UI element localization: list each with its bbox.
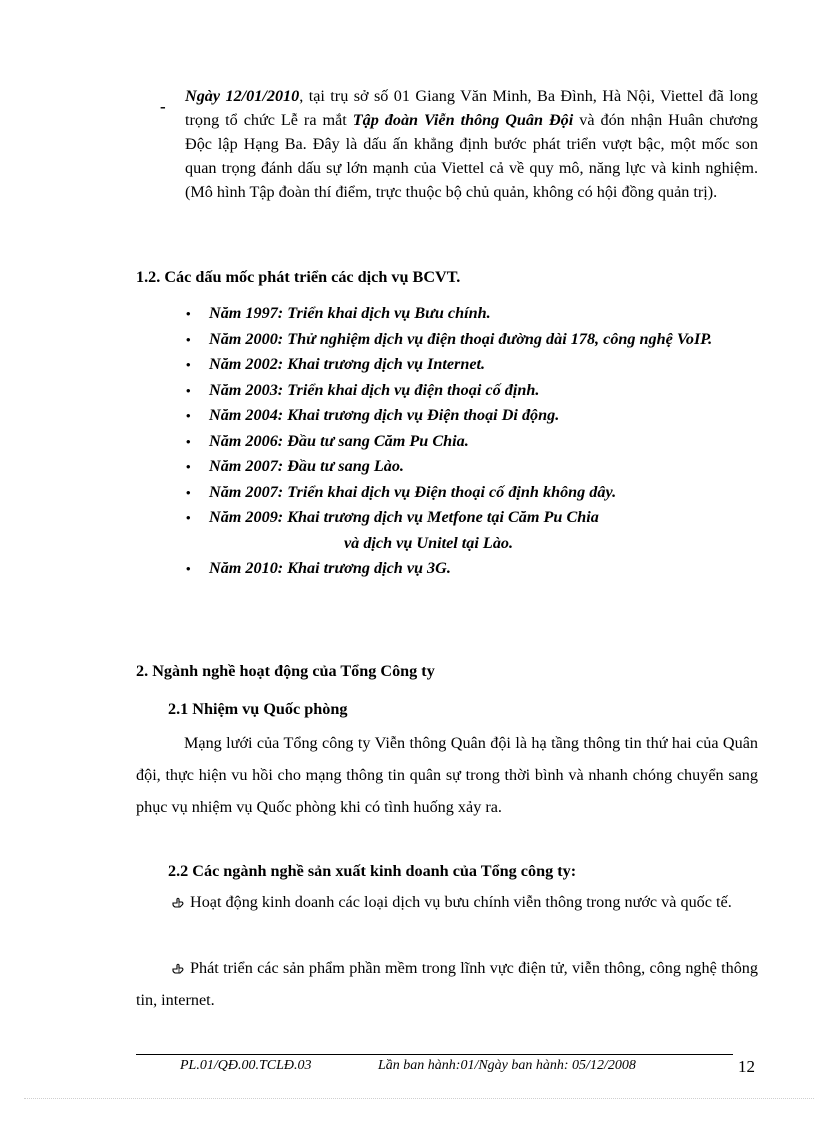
intro-date: Ngày 12/01/2010 xyxy=(185,87,300,105)
bullet-icon: • xyxy=(186,459,191,474)
list-item: • Năm 2003: Triển khai dịch vụ điện thoại cố định. xyxy=(186,378,758,404)
bullet-icon: • xyxy=(186,561,191,576)
list-item: • Năm 2004: Khai trương dịch vụ Điện thoại Di động. xyxy=(186,403,758,429)
list-dash: - xyxy=(160,97,166,116)
section-2-1-title: 2.1 Nhiệm vụ Quốc phòng xyxy=(168,700,348,718)
list-item: • Năm 2010: Khai trương dịch vụ 3G. xyxy=(186,556,758,582)
page-bottom-border xyxy=(24,1098,814,1099)
list-item-continuation: và dịch vụ Unitel tại Lào. xyxy=(344,533,514,552)
section-2-2-title: 2.2 Các ngành nghề sản xuất kinh doanh của Tổng công ty: xyxy=(168,862,577,880)
section-2-title: 2. Ngành nghề hoạt động của Tổng Công ty xyxy=(136,662,435,680)
intro-text-b: và đón nhận Huân chương Độc lập Hạng Ba. Đây là dấu ấn khẳng định bước phát triển vượt bậc, một mốc son quan trọng đánh dấu sự lớn mạnh của Viettel cả về quy mô, năng lực và kinh nghiệm. (Mô hình Tập đoàn thí điểm, trực thuộc bộ chủ quản, không có hội đồng quản trị). xyxy=(185,111,759,201)
section-2-2-item: Hoạt động kinh doanh các loại dịch vụ bưu chính viễn thông trong nước và quốc tế. xyxy=(136,886,758,918)
milestone-list xyxy=(186,301,758,582)
footer-issue-info: Lần ban hành:01/Ngày ban hành: 05/12/2008 xyxy=(378,1058,636,1073)
section-2-1-paragraph: Mạng lưới của Tổng công ty Viễn thông Quân đội là hạ tầng thông tin thứ hai của Quân đội, thực hiện vu hồi cho mạng thông tin quân sự trong thời bình và nhanh chóng chuyển sang phục vụ nhiệm vụ Quốc phòng khi có tình huống xảy ra. xyxy=(136,734,758,816)
intro-paragraph xyxy=(185,84,758,204)
bullet-icon: • xyxy=(186,382,191,398)
bullet-icon: • xyxy=(186,408,191,423)
intro-group-name: Tập đoàn Viễn thông Quân Đội xyxy=(352,111,574,129)
list-item: • Năm 1997: Triển khai dịch vụ Bưu chính. xyxy=(186,301,758,327)
pointing-hand-icon xyxy=(172,896,184,908)
bullet-icon: • xyxy=(186,306,191,321)
bullet-icon: • xyxy=(186,357,191,372)
bullet-icon: • xyxy=(186,484,191,500)
list-item: • Năm 2002: Khai trương dịch vụ Internet. xyxy=(186,352,758,378)
bullet-icon: • xyxy=(186,510,191,525)
list-item: • Năm 2009: Khai trương dịch vụ Metfone tại Căm Pu Chia và dịch vụ Unitel tại Lào. xyxy=(186,505,758,556)
intro-text-a: , tại trụ sở số 01 Giang Văn Minh, Ba Đình, Hà Nội, Viettel đã long trọng tổ chức Lễ ra mắt xyxy=(185,87,758,129)
list-item: • Năm 2007: Đầu tư sang Lào. xyxy=(186,454,758,480)
list-item: • Năm 2006: Đầu tư sang Căm Pu Chia. xyxy=(186,429,758,455)
section-2-2-item: Phát triển các sản phẩm phần mềm trong lĩnh vực điện tử, viễn thông, công nghệ thông tin, internet. xyxy=(136,959,758,1009)
list-item: • Năm 2007: Triển khai dịch vụ Điện thoại cố định không dây. xyxy=(186,480,758,506)
section-1-2-title: 1.2. Các dấu mốc phát triển các dịch vụ BCVT. xyxy=(136,268,461,286)
pointing-hand-icon xyxy=(172,962,184,974)
bullet-icon: • xyxy=(186,433,191,449)
footer-divider xyxy=(136,1054,733,1055)
bullet-icon: • xyxy=(186,331,191,347)
page-number: 12 xyxy=(738,1057,755,1076)
list-item: • Năm 2000: Thử nghiệm dịch vụ điện thoại đường dài 178, công nghệ VoIP. xyxy=(186,327,758,353)
footer-doc-code: PL.01/QĐ.00.TCLĐ.03 xyxy=(180,1058,312,1073)
